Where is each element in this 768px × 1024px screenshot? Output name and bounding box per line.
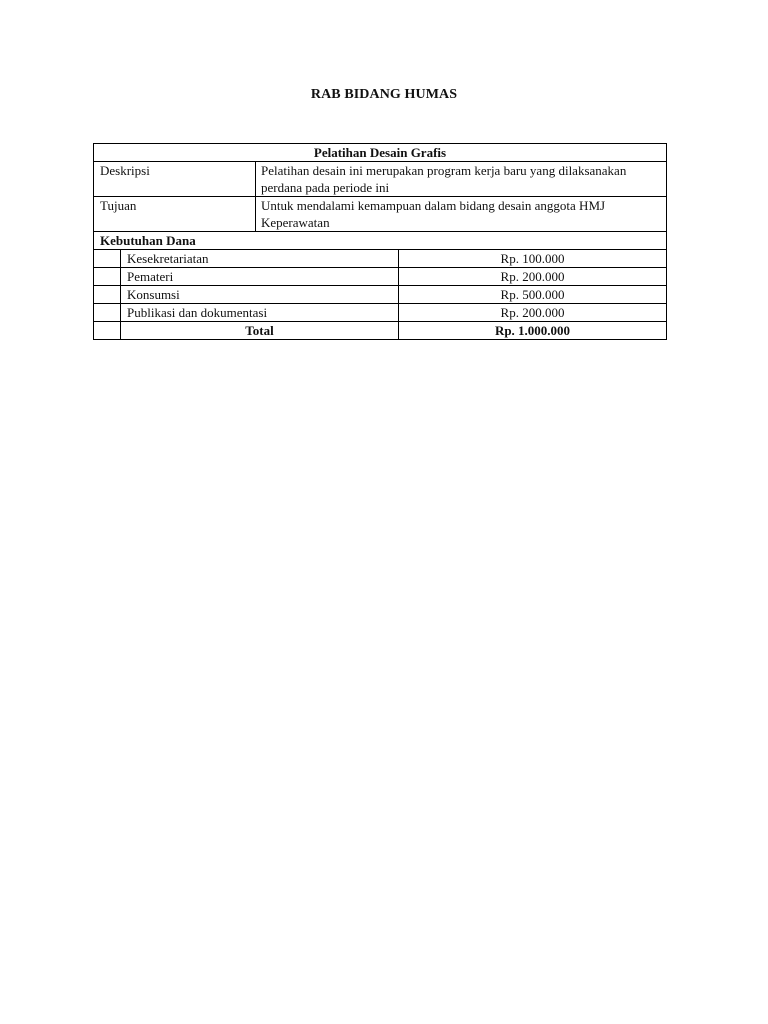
item-amount: Rp. 200.000 <box>500 269 565 284</box>
row-number-cell <box>94 286 121 303</box>
section-row <box>94 231 666 249</box>
row-number-cell <box>94 322 121 339</box>
detail-label: Tujuan <box>94 197 256 231</box>
item-amount: Rp. 100.000 <box>500 251 565 266</box>
row-number-cell <box>94 250 121 267</box>
row-number-cell <box>94 268 121 285</box>
item-name: Publikasi dan dokumentasi <box>121 304 399 321</box>
item-amount: Rp. 500.000 <box>500 287 565 302</box>
item-name: Konsumsi <box>121 286 399 303</box>
detail-row-tujuan <box>94 196 666 231</box>
table-row <box>94 267 666 285</box>
page-title: RAB BIDANG HUMAS <box>310 87 458 102</box>
table-row <box>94 285 666 303</box>
detail-label: Deskripsi <box>94 162 256 196</box>
detail-value: Untuk mendalami kemampuan dalam bidang desain anggota HMJ Keperawatan <box>261 198 606 230</box>
detail-row-deskripsi <box>94 161 666 196</box>
budget-table <box>93 143 667 340</box>
detail-value: Pelatihan desain ini merupakan program kerja baru yang dilaksanakan perdana pada periode ini <box>261 163 627 195</box>
table-header-row <box>94 144 666 161</box>
row-number-cell <box>94 304 121 321</box>
total-row <box>94 321 666 339</box>
table-row <box>94 303 666 321</box>
item-amount: Rp. 200.000 <box>500 305 565 320</box>
item-name: Kesekretariatan <box>121 250 399 267</box>
table-row <box>94 249 666 267</box>
program-name: Pelatihan Desain Grafis <box>313 145 447 160</box>
section-label: Kebutuhan Dana <box>100 233 196 248</box>
total-amount: Rp. 1.000.000 <box>494 323 571 338</box>
total-label: Total <box>121 322 399 339</box>
item-name: Pemateri <box>121 268 399 285</box>
